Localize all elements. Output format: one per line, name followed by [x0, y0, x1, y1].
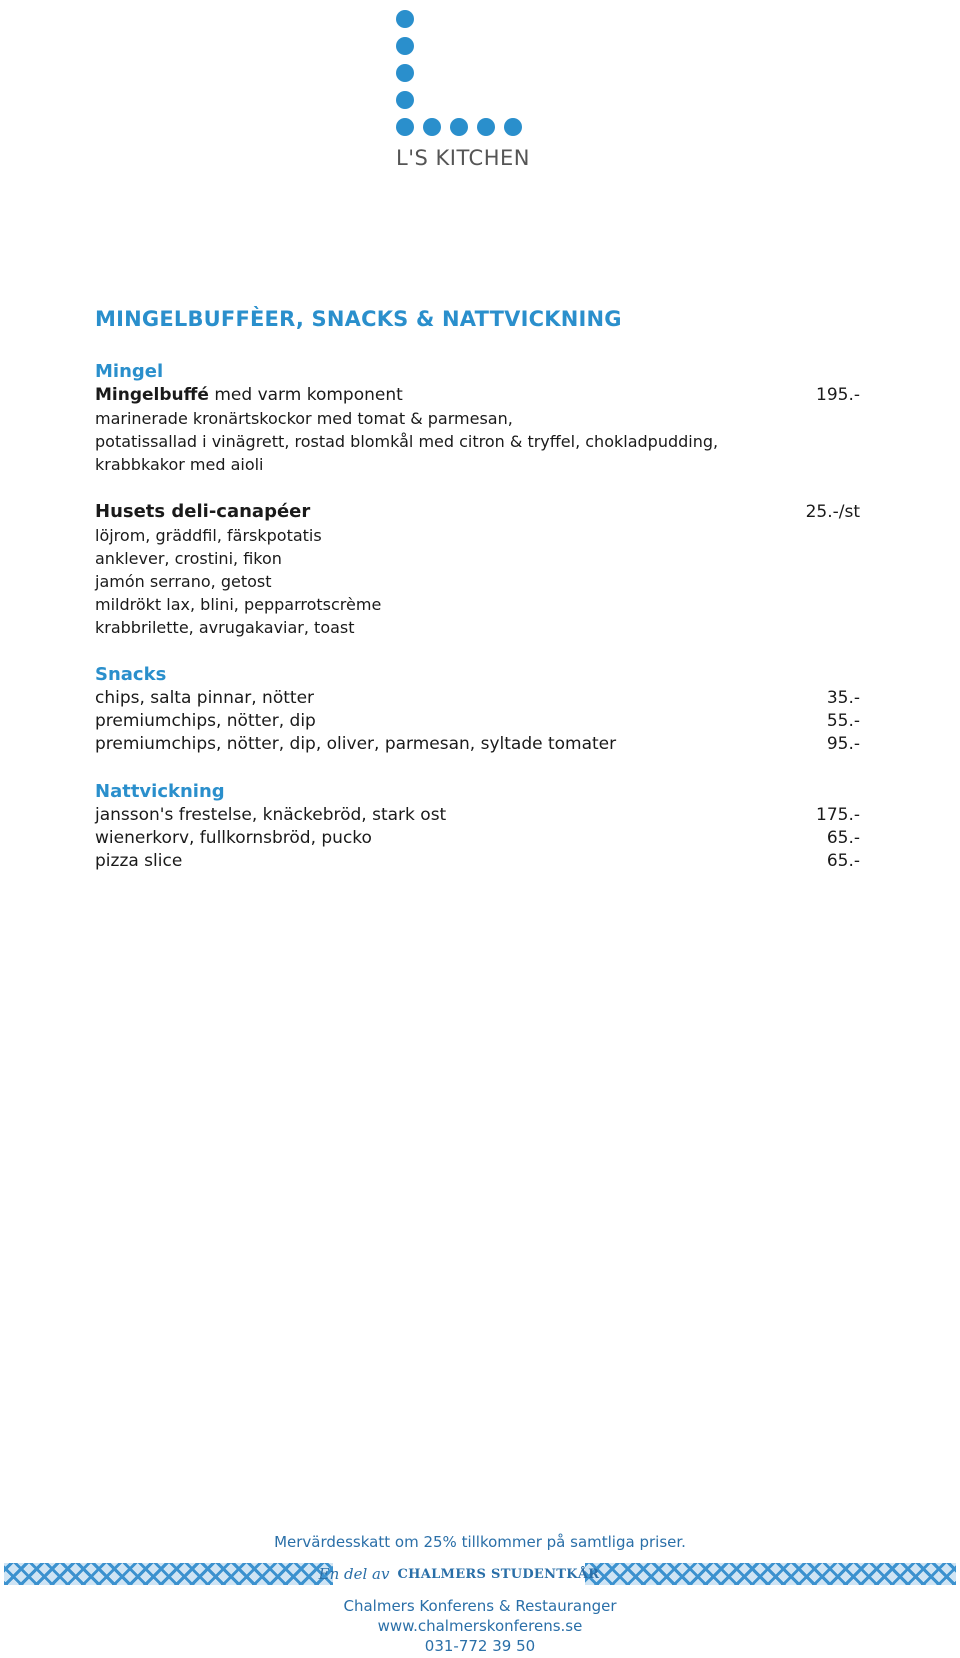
- menu-item-canape: [95, 500, 860, 524]
- logo-dot: [396, 91, 414, 109]
- menu-item: [95, 687, 860, 710]
- item-desc-line: mildrökt lax, blini, pepparrotscrème: [95, 595, 382, 614]
- section-mingel: [95, 360, 860, 639]
- menu-item: [95, 733, 860, 756]
- section-snacks: [95, 663, 860, 756]
- item-price: 65.-: [826, 851, 860, 871]
- item-name: Husets deli-canapéer: [95, 501, 311, 522]
- item-price: 95.-: [826, 734, 860, 754]
- logo-dot: [396, 37, 414, 55]
- item-price: 195.-: [816, 385, 860, 405]
- menu-item: [95, 710, 860, 733]
- item-price: 25.-/st: [805, 502, 860, 522]
- logo: [396, 10, 536, 175]
- menu-item: [95, 827, 860, 850]
- vat-notice: Mervärdesskatt om 25% tillkommer på samtliga priser.: [274, 1533, 686, 1551]
- item-name: chips, salta pinnar, nötter: [95, 688, 315, 708]
- menu: [95, 304, 860, 873]
- logo-text: L'S KITCHEN: [396, 146, 530, 170]
- band-org: CHALMERS STUDENTKÅR: [397, 1566, 600, 1582]
- item-name-rest: med varm komponent: [208, 385, 403, 405]
- item-price: 55.-: [826, 711, 860, 731]
- logo-dot: [504, 118, 522, 136]
- item-name: premiumchips, nötter, dip, oliver, parmesan, syltade tomater: [95, 734, 617, 754]
- section-nattvickning: [95, 780, 860, 873]
- item-name: premiumchips, nötter, dip: [95, 711, 316, 731]
- menu-item: [95, 804, 860, 827]
- website-link[interactable]: www.chalmerskonferens.se: [377, 1617, 583, 1635]
- item-name: jansson's frestelse, knäckebröd, stark ost: [95, 805, 447, 825]
- company-name: Chalmers Konferens & Restauranger: [343, 1597, 617, 1615]
- logo-dot: [477, 118, 495, 136]
- menu-item-mingelbuffe: [95, 384, 860, 407]
- section-title: Mingel: [95, 361, 164, 382]
- item-desc-line: marinerade kronärtskockor med tomat & parmesan,: [95, 409, 513, 428]
- logo-dot: [423, 118, 441, 136]
- logo-dot: [396, 64, 414, 82]
- item-name: [95, 384, 403, 407]
- menu-item: [95, 850, 860, 873]
- item-desc-line: löjrom, gräddfil, färskpotatis: [95, 526, 322, 545]
- item-price: 65.-: [826, 828, 860, 848]
- item-desc-line: potatissallad i vinägrett, rostad blomkål med citron & tryffel, chokladpudding,: [95, 432, 719, 451]
- item-price: 35.-: [826, 688, 860, 708]
- item-name: wienerkorv, fullkornsbröd, pucko: [95, 828, 372, 848]
- section-title: Nattvickning: [95, 781, 225, 802]
- logo-dot: [396, 10, 414, 28]
- phone-number: 031-772 39 50: [424, 1637, 536, 1655]
- page-title: MINGELBUFFÈER, SNACKS & NATTVICKNING: [95, 307, 622, 331]
- logo-dot: [396, 118, 414, 136]
- item-desc-line: jamón serrano, getost: [95, 572, 272, 591]
- item-name: pizza slice: [95, 851, 183, 871]
- section-title: Snacks: [95, 664, 167, 685]
- contact-info: [0, 1596, 960, 1656]
- logo-dot: [450, 118, 468, 136]
- item-price: 175.-: [816, 805, 860, 825]
- item-name-bold: Mingelbuffé: [95, 385, 209, 405]
- item-desc-line: anklever, crostini, fikon: [95, 549, 282, 568]
- band-prefix: En del av: [318, 1565, 390, 1583]
- item-desc-line: krabbkakor med aioli: [95, 455, 264, 474]
- band-label: [318, 1561, 600, 1587]
- item-desc-line: krabbrilette, avrugakaviar, toast: [95, 618, 355, 637]
